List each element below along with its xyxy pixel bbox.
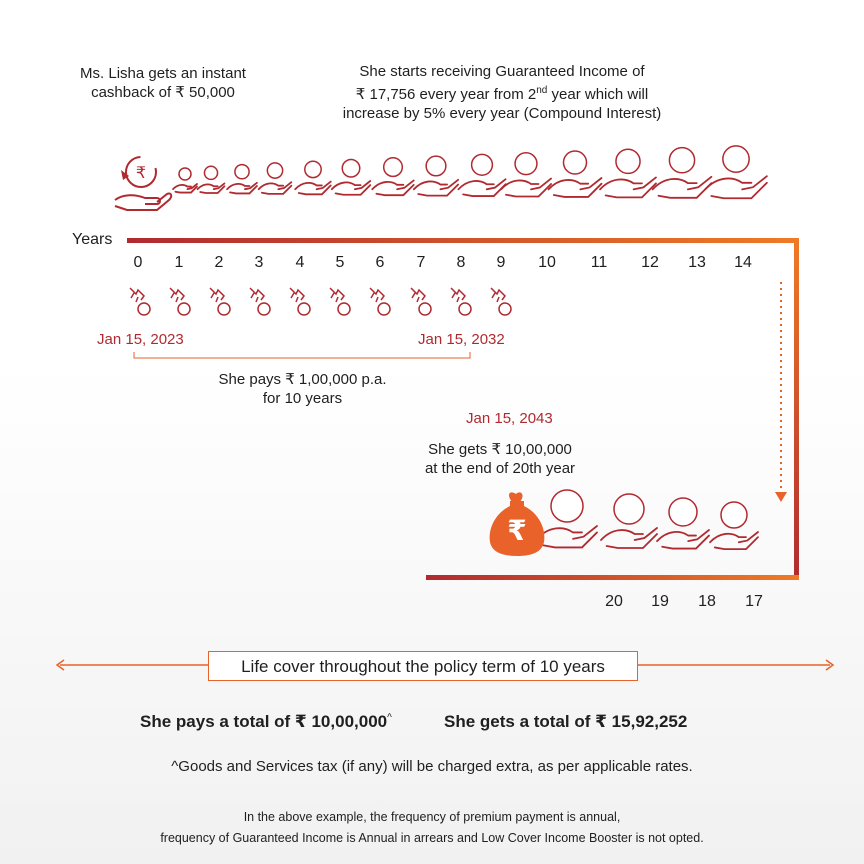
maturity-line-1: She gets ₹ 10,00,000 [428, 441, 572, 458]
years-label: Years [72, 231, 113, 248]
pay-hand-icon [250, 288, 270, 315]
hand-coin-icon [458, 154, 505, 196]
pay-hand-icon [330, 288, 350, 315]
life-cover-box: Life cover throughout the policy term of 10 years [208, 651, 638, 681]
payment-text [170, 370, 435, 408]
income-line-1: She starts receiving Guaranteed Income of [359, 63, 645, 80]
year-label: 6 [375, 254, 385, 271]
year-label: 0 [133, 254, 143, 271]
payment-start-date: Jan 15, 2023 [97, 331, 184, 348]
maturity-text [400, 440, 600, 478]
year-label: 4 [295, 254, 305, 271]
year-label: 8 [456, 254, 466, 271]
total-pays: She pays a total of ₹ 10,00,000^ [140, 712, 392, 731]
maturity-date: Jan 15, 2043 [466, 410, 553, 427]
money-bag-icon [490, 492, 545, 556]
example-note-line-1: In the above example, the frequency of premium payment is annual, [243, 810, 621, 824]
year-label: 7 [416, 254, 426, 271]
hand-coin-icon [414, 156, 458, 196]
year-label: 13 [688, 254, 706, 271]
year-label: 9 [496, 254, 506, 271]
payment-line-2: for 10 years [262, 390, 343, 407]
svg-text:₹: ₹ [507, 514, 527, 547]
example-note-line-2: frequency of Guaranteed Income is Annual in arrears and Low Cover Income Booster is not opted. [160, 831, 704, 845]
hand-coin-icon [549, 151, 602, 197]
hand-coin-icon [372, 158, 413, 195]
year-label: 2 [214, 254, 224, 271]
hand-coin-icon [600, 149, 656, 197]
timeline-bar-vertical [794, 238, 799, 580]
pay-hand-icon [491, 288, 511, 315]
pay-hand-icon [290, 288, 310, 315]
year-label: 18 [698, 593, 716, 610]
year-label: 19 [651, 593, 669, 610]
income-line-2: ₹ 17,756 every year from 2nd year which will [355, 85, 649, 103]
pay-hand-icon [210, 288, 230, 315]
year-label: 3 [254, 254, 264, 271]
pay-hand-icon [451, 288, 471, 315]
hand-coin-icon [653, 148, 712, 198]
year-label: 20 [605, 593, 623, 610]
hand-coin-icon [227, 165, 257, 194]
year-label: 1 [174, 254, 184, 271]
gst-footnote: ^Goods and Services tax (if any) will be charged extra, as per applicable rates. [171, 758, 693, 775]
pay-hand-icon [170, 288, 190, 315]
timeline-bar-top [127, 238, 799, 243]
payment-line-1: She pays ₹ 1,00,000 p.a. [218, 371, 387, 388]
cashback-icon [115, 157, 171, 210]
cashback-line-2: cashback of ₹ 50,000 [91, 84, 235, 101]
hand-coin-icon [705, 146, 767, 198]
svg-text:₹: ₹ [135, 163, 147, 182]
hand-coin-icon [295, 161, 331, 194]
pay-hand-icon [370, 288, 390, 315]
hand-coin-icon [537, 490, 597, 547]
year-label: 11 [590, 254, 608, 271]
year-label: 17 [745, 593, 763, 610]
hand-coin-icon [657, 498, 709, 549]
dotted-arrow-head [775, 492, 787, 502]
income-line-3: increase by 5% every year (Compound Interest) [342, 105, 662, 122]
hand-coin-icon [332, 160, 371, 195]
total-gets: She gets a total of ₹ 15,92,252 [444, 712, 688, 731]
cashback-line-1: Ms. Lisha gets an instant [80, 65, 246, 82]
hand-coin-icon [198, 166, 225, 193]
hand-coin-icon [173, 168, 197, 193]
hand-coin-icon [601, 494, 657, 548]
example-note [0, 807, 864, 849]
pay-hand-icon [130, 288, 150, 315]
maturity-line-2: at the end of 20th year [424, 460, 576, 477]
year-label: 12 [641, 254, 659, 271]
year-label: 5 [335, 254, 345, 271]
pay-hand-icon [411, 288, 431, 315]
hand-coin-icon [501, 153, 551, 197]
cashback-text [48, 64, 278, 102]
hand-coin-icon [259, 163, 292, 194]
hand-coin-icon [710, 502, 758, 549]
payment-bracket [134, 352, 470, 358]
timeline-bar-bottom [426, 575, 799, 580]
income-text [292, 62, 712, 123]
year-label: 10 [538, 254, 556, 271]
payment-end-date: Jan 15, 2032 [418, 331, 505, 348]
year-label: 14 [734, 254, 752, 271]
